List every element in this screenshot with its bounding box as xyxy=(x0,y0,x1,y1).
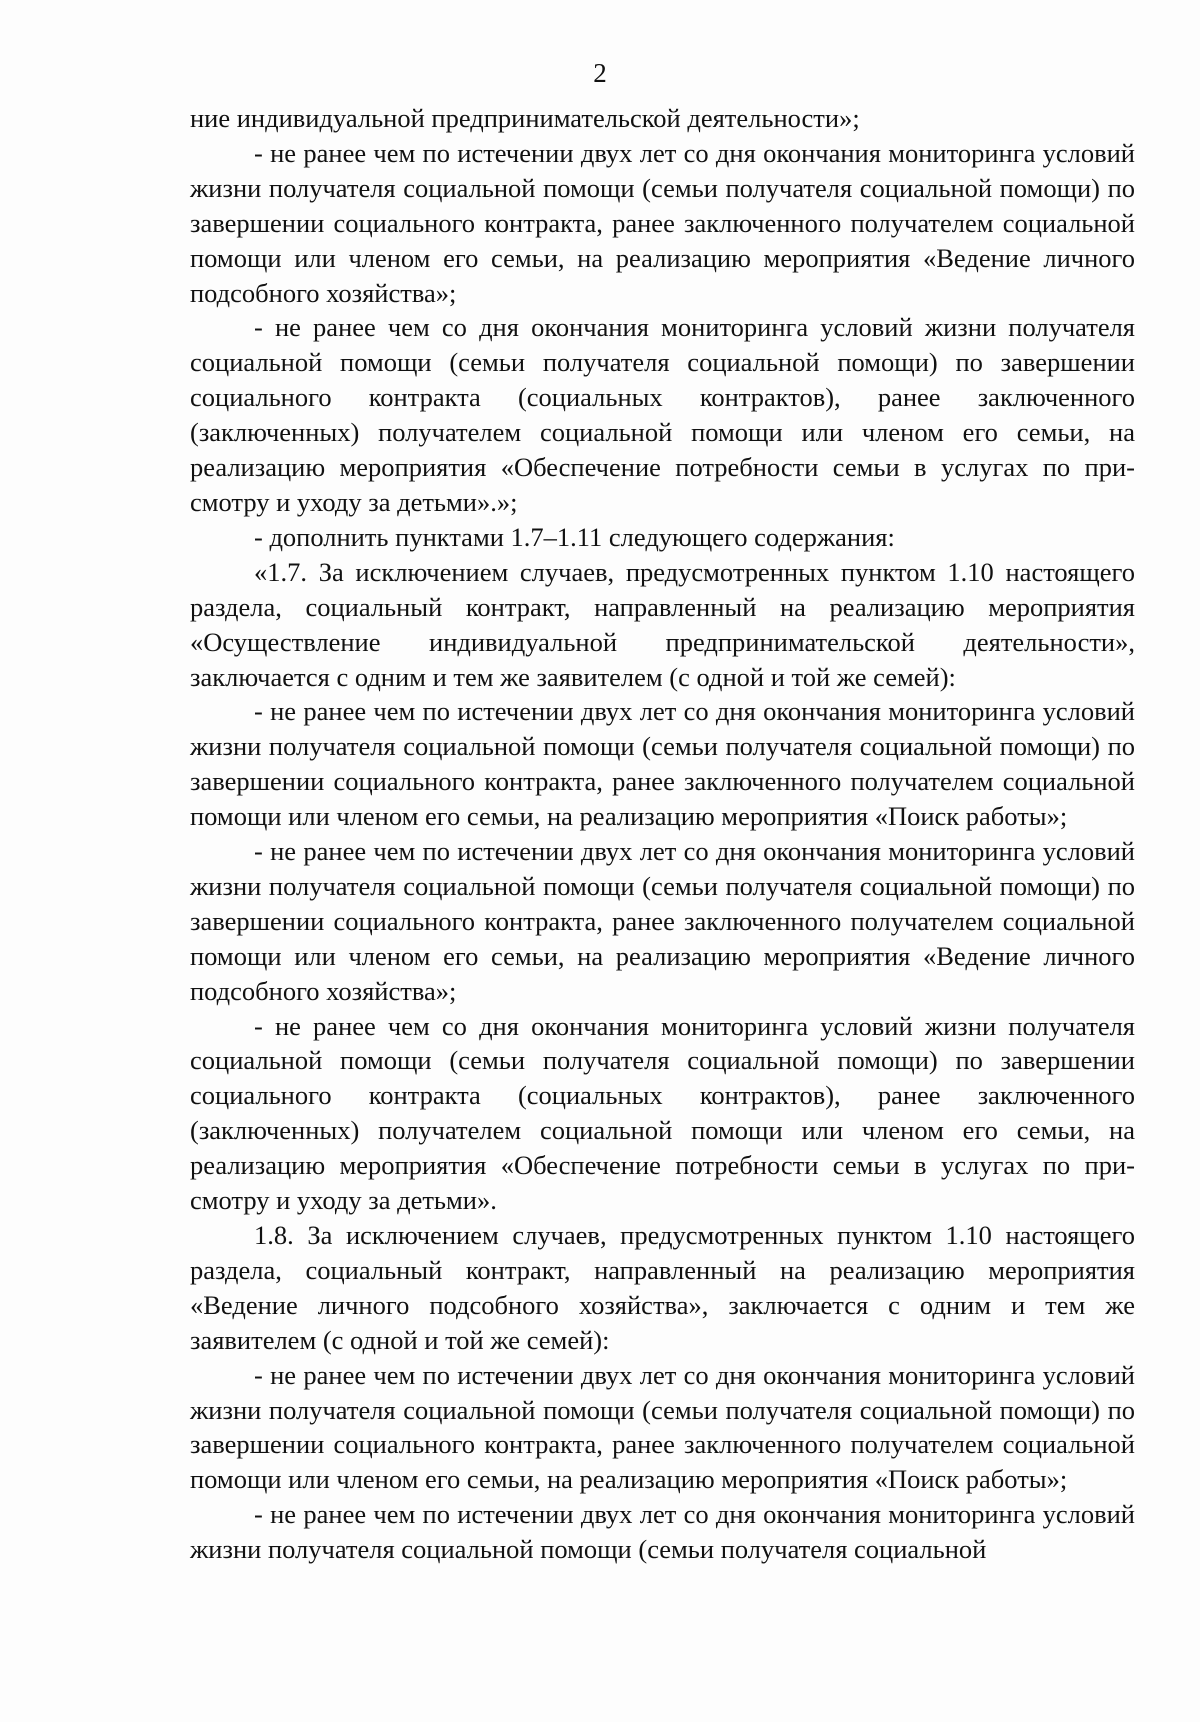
paragraph-clause-1-7: «1.7. За исключением случаев, предусмотренных пунктом 1.10 настоящего раздела, социальный контракт, направленный на реализацию мероприятия «Осуществление индивидуальной предпринимательской деятельности», заключается с одним и тем же заявителем (с одной и той же семей): xyxy=(190,556,1135,692)
paragraph: - не ранее чем по истечении двух лет со дня окончания мониторинга условий жизни получателя социальной помощи (семьи получателя социальной помощи) по завершении социального контракта, ранее заключенного получателем социальной помощи или членом его семьи, на реализацию мероприятия «Ведение личного подсобного хозяйства»; xyxy=(190,836,1135,1006)
page-number: 2 xyxy=(593,58,607,88)
paragraph: - не ранее чем по истечении двух лет со дня окончания мониторинга условий жизни получателя социальной помощи (семьи получателя социальной помощи) по завершении социального контракта, ранее заключенного получателем социальной помощи или членом его семьи, на реализацию мероприятия «Поиск работы»; xyxy=(190,696,1135,832)
paragraph: - не ранее чем по истечении двух лет со дня окончания мониторинга условий жизни получателя социальной помощи (семьи получателя социальной помощи) по завершении социального контракта, ранее заключенного получателем социальной помощи или членом его семьи, на реализацию мероприятия «Ведение личного подсобного хозяйства»; xyxy=(190,137,1135,308)
paragraph: - не ранее чем со дня окончания мониторинга условий жизни получателя социальной помощи (семьи получателя социальной помощи) по завершении социального контракта (социальных контрактов), ранее заключенного (заключенных) получателем социальной помощи или членом его семьи, на реализацию мероприятия «Обеспечение потребности семьи в услугах по присмотру и уходу за детьми».»; xyxy=(190,312,1135,517)
paragraph-continuation: ние индивидуальной предпринимательской деятельности»; xyxy=(190,103,860,133)
document-body xyxy=(190,101,1135,1567)
paragraph: - дополнить пунктами 1.7–1.11 следующего содержания: xyxy=(254,521,895,552)
paragraph: - не ранее чем со дня окончания мониторинга условий жизни получателя социальной помощи (семьи получателя социальной помощи) по завершении социального контракта (социальных контрактов), ранее заключенного (заключенных) получателем социальной помощи или членом его семьи, на реализацию мероприятия «Обеспечение потребности семьи в услугах по присмотру и уходу за детьми». xyxy=(190,1010,1135,1216)
paragraph: - не ранее чем по истечении двух лет со дня окончания мониторинга условий жизни получателя социальной помощи (семьи получателя социальной помощи) по завершении социального контракта, ранее заключенного получателем социальной помощи или членом его семьи, на реализацию мероприятия «Поиск работы»; xyxy=(190,1359,1135,1495)
paragraph: - не ранее чем по истечении двух лет со дня окончания мониторинга условий жизни получателя социальной помощи (семьи получателя социальной xyxy=(190,1499,1135,1565)
paragraph-clause-1-8: 1.8. За исключением случаев, предусмотренных пунктом 1.10 настоящего раздела, социальный контракт, направленный на реализацию мероприятия «Ведение личного подсобного хозяйства», заключается с одним и тем же заявителем (с одной и той же семей): xyxy=(190,1220,1135,1355)
